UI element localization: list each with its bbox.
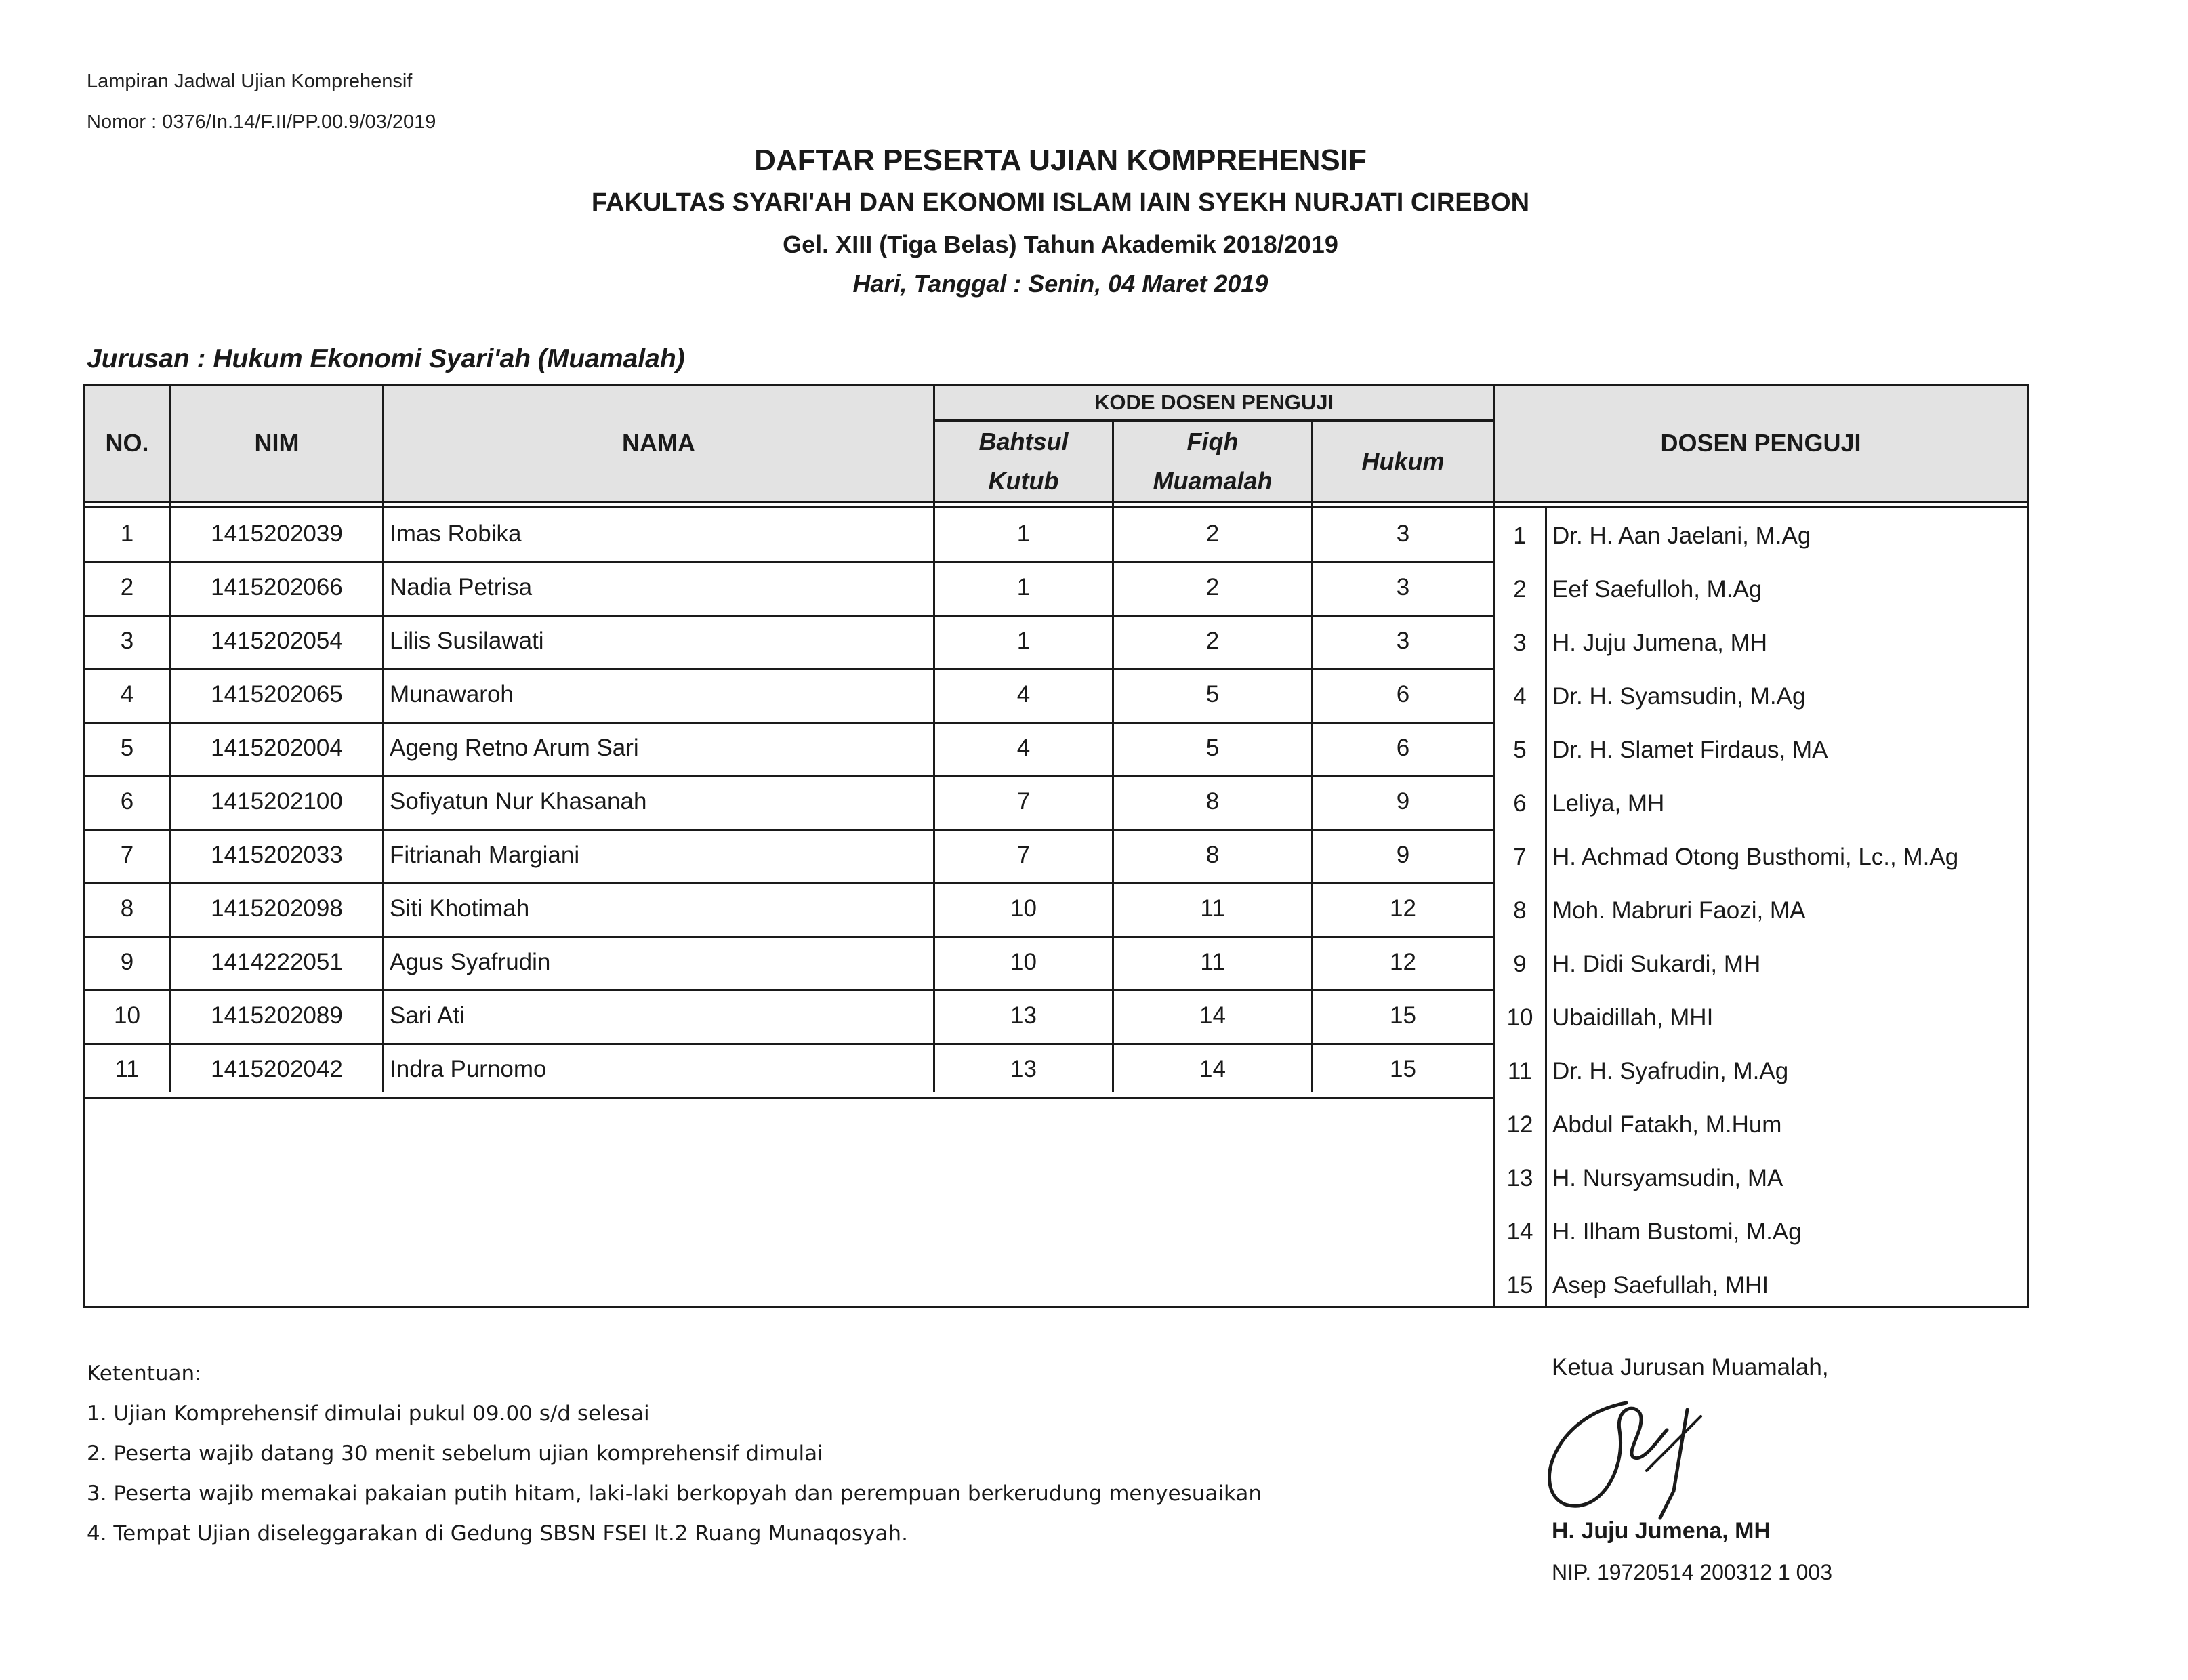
cell-nim: 1415202033 <box>211 842 343 868</box>
dosen-number: 1 <box>1513 523 1527 549</box>
cell-no: 8 <box>120 895 134 922</box>
cell-hukum: 9 <box>1396 788 1410 815</box>
cell-hukum: 9 <box>1396 842 1410 868</box>
header-bahtsul-line1: Bahtsul <box>978 427 1069 455</box>
cell-no: 10 <box>114 1002 140 1029</box>
cell-no: 6 <box>120 788 134 815</box>
row-separator <box>85 1097 1493 1099</box>
cell-no: 5 <box>120 735 134 761</box>
header-kode-dosen: KODE DOSEN PENGUJI <box>1094 390 1334 414</box>
cell-nama: Sofiyatun Nur Khasanah <box>390 788 647 815</box>
cell-fiqh: 2 <box>1205 628 1220 654</box>
ketentuan-item: 2. Peserta wajib datang 30 menit sebelum ujian komprehensif dimulai <box>87 1441 823 1466</box>
header-bahtsul-line2: Kutub <box>988 466 1059 495</box>
cell-no: 4 <box>120 681 134 708</box>
cell-fiqh: 11 <box>1200 949 1225 975</box>
cell-nim: 1414222051 <box>211 949 343 975</box>
cell-no: 9 <box>120 949 134 975</box>
cell-nama: Nadia Petrisa <box>390 574 533 600</box>
dosen-name: H. Juju Jumena, MH <box>1552 630 1768 656</box>
dosen-name: Dr. H. Syafrudin, M.Ag <box>1552 1058 1789 1084</box>
cell-fiqh: 2 <box>1205 520 1220 547</box>
dosen-number: 6 <box>1513 790 1527 817</box>
cell-nim: 1415202042 <box>211 1056 343 1082</box>
cell-hukum: 6 <box>1396 735 1410 761</box>
cell-nim: 1415202066 <box>211 574 343 600</box>
cell-fiqh: 5 <box>1205 681 1220 708</box>
dosen-name: H. Ilham Bustomi, M.Ag <box>1552 1218 1802 1245</box>
header-fiqh-line1: Fiqh <box>1186 427 1239 455</box>
cell-hukum: 3 <box>1396 520 1410 547</box>
cell-hukum: 6 <box>1396 681 1410 708</box>
header-fiqh-line2: Muamalah <box>1153 466 1273 495</box>
header-dosen-penguji: DOSEN PENGUJI <box>1660 429 1861 457</box>
dosen-name: Leliya, MH <box>1552 790 1665 817</box>
nomor-text: Nomor : 0376/In.14/F.II/PP.00.9/03/2019 <box>87 111 436 133</box>
cell-fiqh: 2 <box>1205 574 1220 600</box>
cell-fiqh: 8 <box>1205 842 1220 868</box>
cell-nama: Imas Robika <box>390 520 522 547</box>
cell-bahtsul: 4 <box>1016 735 1031 761</box>
cell-nama: Ageng Retno Arum Sari <box>390 735 639 761</box>
header-nim: NIM <box>254 429 300 457</box>
cell-no: 1 <box>120 520 134 547</box>
dosen-name: Eef Saefulloh, M.Ag <box>1552 576 1762 602</box>
faculty-title: FAKULTAS SYARI'AH DAN EKONOMI ISLAM IAIN SYEKH NURJATI CIREBON <box>591 188 1530 217</box>
ketentuan-item: 1. Ujian Komprehensif dimulai pukul 09.00 s/d selesai <box>87 1401 650 1426</box>
cell-nama: Fitrianah Margiani <box>390 842 580 868</box>
dosen-number: 4 <box>1513 683 1527 710</box>
session-title: Gel. XIII (Tiga Belas) Tahun Akademik 2018/2019 <box>783 230 1338 258</box>
cell-hukum: 15 <box>1390 1002 1416 1029</box>
header-bottom-line <box>85 501 2027 503</box>
cell-fiqh: 8 <box>1205 788 1220 815</box>
dosen-name: Dr. H. Syamsudin, M.Ag <box>1552 683 1806 710</box>
cell-nim: 1415202004 <box>211 735 343 761</box>
cell-bahtsul: 4 <box>1016 681 1031 708</box>
cell-nama: Sari Ati <box>390 1002 465 1029</box>
cell-bahtsul: 13 <box>1010 1002 1037 1029</box>
ketentuan-title: Ketentuan: <box>87 1361 202 1386</box>
dosen-number: 12 <box>1506 1111 1533 1138</box>
cell-no: 7 <box>120 842 134 868</box>
cell-bahtsul: 7 <box>1016 842 1031 868</box>
cell-nama: Indra Purnomo <box>390 1056 547 1082</box>
header-hukum: Hukum <box>1361 447 1445 475</box>
ketentuan-item: 3. Peserta wajib memakai pakaian putih hitam, laki-laki berkopyah dan perempuan berkerudung menyesuaikan <box>87 1481 1262 1506</box>
dosen-number: 5 <box>1513 737 1527 763</box>
dosen-number: 14 <box>1506 1218 1533 1245</box>
dosen-number: 7 <box>1513 844 1527 870</box>
dosen-name: Asep Saefullah, MHI <box>1552 1272 1769 1298</box>
cell-nim: 1415202054 <box>211 628 343 654</box>
cell-fiqh: 5 <box>1205 735 1220 761</box>
dosen-name: Ubaidillah, MHI <box>1552 1004 1714 1031</box>
cell-bahtsul: 13 <box>1010 1056 1037 1082</box>
dosen-number: 2 <box>1513 576 1527 602</box>
ketentuan-section <box>87 1354 1262 1554</box>
cell-bahtsul: 7 <box>1016 788 1031 815</box>
cell-nama: Siti Khotimah <box>390 895 530 922</box>
dosen-name: Dr. H. Aan Jaelani, M.Ag <box>1552 523 1811 549</box>
cell-bahtsul: 1 <box>1016 628 1031 654</box>
dosen-number: 9 <box>1513 951 1527 977</box>
ketentuan-item: 4. Tempat Ujian diseleggarakan di Gedung SBSN FSEI lt.2 Ruang Munaqosyah. <box>87 1521 908 1546</box>
cell-nim: 1415202039 <box>211 520 343 547</box>
dosen-name: Abdul Fatakh, M.Hum <box>1552 1111 1782 1138</box>
dosen-name: Dr. H. Slamet Firdaus, MA <box>1552 737 1828 763</box>
cell-hukum: 15 <box>1390 1056 1416 1082</box>
dosen-number: 11 <box>1507 1058 1533 1084</box>
cell-bahtsul: 1 <box>1016 574 1031 600</box>
cell-nama: Munawaroh <box>390 681 514 708</box>
document-title: DAFTAR PESERTA UJIAN KOMPREHENSIF <box>754 144 1367 177</box>
cell-bahtsul: 10 <box>1010 949 1037 975</box>
jurusan-label: Jurusan : Hukum Ekonomi Syari'ah (Muamalah) <box>87 344 685 373</box>
dosen-number: 13 <box>1506 1165 1533 1191</box>
cell-nama: Lilis Susilawati <box>390 628 544 654</box>
header-no: NO. <box>105 429 149 457</box>
dosen-name: H. Achmad Otong Busthomi, Lc., M.Ag <box>1552 844 1959 870</box>
cell-hukum: 3 <box>1396 574 1410 600</box>
date-title: Hari, Tanggal : Senin, 04 Maret 2019 <box>852 270 1268 298</box>
header-bahtsul-kutub <box>935 422 1112 501</box>
cell-nim: 1415202100 <box>211 788 343 815</box>
handwritten-signature <box>1525 1389 1782 1525</box>
cell-no: 3 <box>120 628 134 654</box>
cell-no: 2 <box>120 574 134 600</box>
signature-name: H. Juju Jumena, MH <box>1552 1518 1771 1544</box>
dosen-number: 10 <box>1506 1004 1533 1031</box>
lampiran-text: Lampiran Jadwal Ujian Komprehensif <box>87 70 413 92</box>
dosen-number: 15 <box>1506 1272 1533 1298</box>
cell-nama: Agus Syafrudin <box>390 949 551 975</box>
dosen-number: 3 <box>1513 630 1527 656</box>
cell-fiqh: 14 <box>1199 1056 1226 1082</box>
cell-bahtsul: 10 <box>1010 895 1037 922</box>
header-fiqh-muamalah <box>1114 422 1311 501</box>
cell-fiqh: 14 <box>1199 1002 1226 1029</box>
cell-nim: 1415202065 <box>211 681 343 708</box>
signature-role: Ketua Jurusan Muamalah, <box>1552 1354 1829 1380</box>
cell-nim: 1415202089 <box>211 1002 343 1029</box>
cell-hukum: 3 <box>1396 628 1410 654</box>
dosen-right-divider <box>2027 508 2029 1306</box>
dosen-name: H. Nursyamsudin, MA <box>1552 1165 1783 1191</box>
cell-fiqh: 11 <box>1200 895 1225 922</box>
cell-hukum: 12 <box>1390 949 1416 975</box>
dosen-name: Moh. Mabruri Faozi, MA <box>1552 897 1806 924</box>
dosen-number: 8 <box>1513 897 1527 924</box>
cell-bahtsul: 1 <box>1016 520 1031 547</box>
cell-nim: 1415202098 <box>211 895 343 922</box>
dosen-name: H. Didi Sukardi, MH <box>1552 951 1761 977</box>
signature-nip: NIP. 19720514 200312 1 003 <box>1552 1560 1833 1584</box>
cell-no: 11 <box>115 1056 140 1082</box>
header-nama: NAMA <box>622 429 695 457</box>
cell-hukum: 12 <box>1390 895 1416 922</box>
